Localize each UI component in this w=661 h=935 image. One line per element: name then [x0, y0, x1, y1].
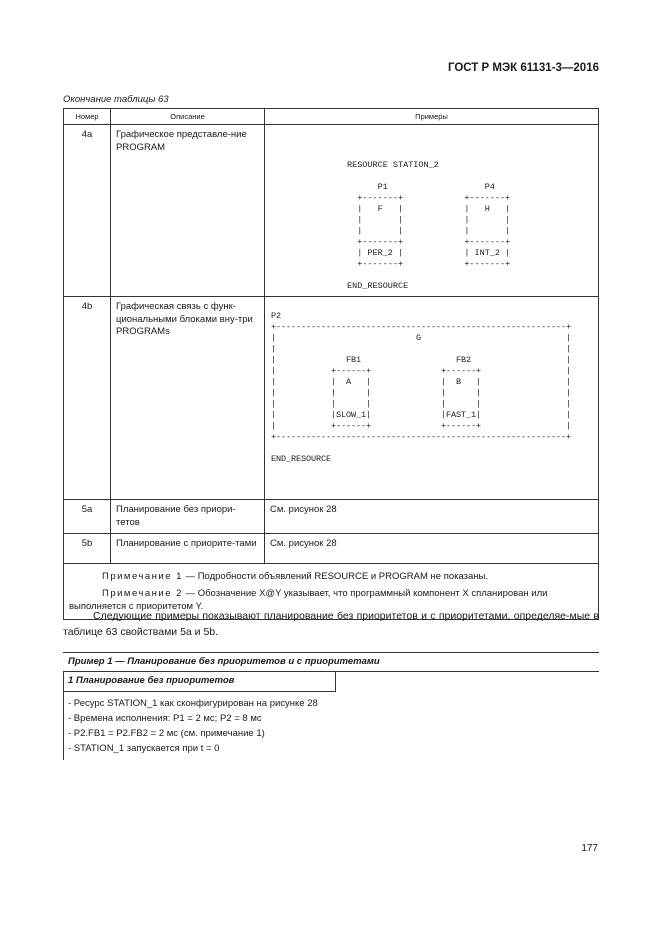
list-item: - Ресурс STATION_1 как сконфигурирован на рисунке 28 — [68, 698, 318, 709]
table-header-row — [64, 109, 599, 125]
note-1 — [69, 570, 593, 583]
row-example: См. рисунок 28 — [265, 500, 599, 534]
row-number: 4a — [64, 125, 111, 297]
column-header-examples: Примеры — [265, 109, 599, 125]
row-description: Планирование с приорите-тами — [111, 534, 265, 564]
list-item: - P2.FB1 = P2.FB2 = 2 мс (см. примечание 1) — [68, 728, 265, 739]
features-table — [63, 108, 599, 620]
column-header-description: Описание — [111, 109, 265, 125]
row-number: 4b — [64, 297, 111, 500]
function-block-diagram: P2 +----------------------------------------------------------+ | G | | | | FB1 FB2 | | +------+ +------+ | | | A | | B | | | | | | | | | | | | | | | |SLOW_1| |FAST_1| | | +------+ +------+ | +----------------------------------------------------------+ END_RESOURCE — [271, 311, 572, 464]
column-header-number: Номер — [64, 109, 111, 125]
table-row — [64, 500, 599, 534]
table-caption: Окончание таблицы 63 — [63, 94, 169, 105]
table-row — [64, 125, 599, 297]
example-subtitle-row — [63, 671, 336, 692]
note-text: — Подробности объявлений RESOURCE и PROGRAM не показаны. — [182, 571, 489, 582]
example-list — [68, 696, 318, 756]
row-description: Графическая связь с функ-циональными блоками вну-три PROGRAMs — [111, 297, 265, 500]
row-description: Планирование без приори-тетов — [111, 500, 265, 534]
example-block — [63, 652, 599, 760]
table-row — [64, 534, 599, 564]
example-title-row — [63, 652, 599, 672]
note-label: Примечание 1 — [102, 571, 183, 582]
example-title: Пример 1 — Планирование без приоритетов и с приоритетами — [68, 656, 380, 667]
document-header: ГОСТ Р МЭК 61131-3—2016 — [447, 62, 599, 74]
program-diagram: RESOURCE STATION_2 P1 P4 +-------+ +-------+ | F | | H | | | | | | | | | +-------+ +-------+ | PER_2 | | INT_2 | +-------+ +-------+ END_RESOURCE — [347, 160, 511, 291]
note-text: — Обозначение X@Y указывает, что программный компонент X спланирован или выполняется с приоритетом Y. — [69, 588, 548, 612]
list-item: - STATION_1 запускается при t = 0 — [68, 743, 220, 754]
row-number: 5b — [64, 534, 111, 564]
example-subtitle: 1 Планирование без приоритетов — [68, 675, 235, 686]
note-label: Примечание 2 — [102, 588, 183, 599]
list-item: - Времена исполнения: P1 = 2 мс; P2 = 8 мс — [68, 713, 262, 724]
row-number: 5a — [64, 500, 111, 534]
row-description: Графическое представле-ние PROGRAM — [111, 125, 265, 297]
row-example: См. рисунок 28 — [265, 534, 599, 564]
row-example-cell — [265, 297, 599, 500]
row-example-cell — [265, 125, 599, 297]
body-paragraph: Следующие примеры показывают планирование без приоритетов и с приоритетами, определяе-мые в таблице 63 свойствами 5a и 5b. — [63, 610, 599, 638]
page-number: 177 — [581, 843, 598, 854]
example-left-border — [63, 671, 64, 760]
table-row — [64, 297, 599, 500]
